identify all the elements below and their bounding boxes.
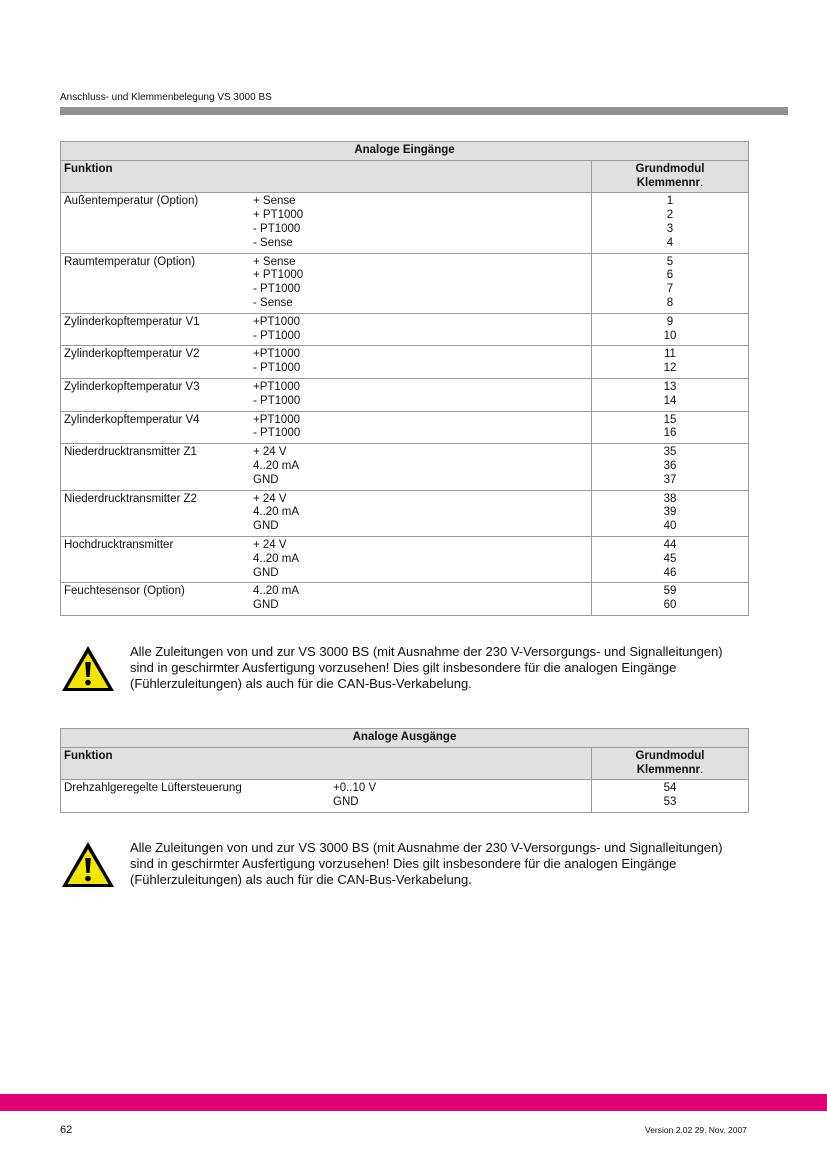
terminal-number: 5 [666,255,674,268]
table-row [61,313,749,346]
version-info: Version 2.02 29. Nov. 2007 [645,1125,747,1135]
terminal-number: 8 [666,296,674,309]
function-cell: Niederdrucktransmitter Z1 [61,444,251,490]
terminal-number: 60 [663,599,677,612]
terminal-number: 14 [663,394,677,407]
warning-text: Alle Zuleitungen von und zur VS 3000 BS (mit Ausnahme der 230 V-Versorgungs- und Signalleitungen) sind in geschirmter Ausfertigung vorzusehen! Dies gilt insbesondere für die analogen Eingänge (Fühlerzuleitungen) als auch für die CAN-Bus-Verkabelung. [130,840,723,887]
table-caption: Analoge Eingänge [61,142,749,161]
signal-label: + 24 V [253,446,287,459]
terminal-cell [592,411,749,444]
column-header-terminal: Grundmodul Klemmennr. [592,747,749,780]
signal-label: GND [253,599,279,612]
signal-cell [330,780,592,813]
table-body [61,780,749,813]
table-caption: Analoge Ausgänge [61,729,749,748]
table-row [61,536,749,582]
terminal-number: 15 [663,413,677,426]
signal-cell [250,378,592,411]
signal-label: - Sense [253,236,293,249]
signal-cell [250,583,592,616]
terminal-number: 1 [666,195,674,208]
signal-label: - PT1000 [253,362,301,375]
signal-cell [250,411,592,444]
page-number: 62 [60,1124,73,1136]
terminal-cell [592,313,749,346]
table-row [61,411,749,444]
signal-label: GND [333,796,359,809]
signal-cell [250,253,592,313]
function-cell: Zylinderkopftemperatur V1 [61,313,251,346]
signal-label: 4..20 mA [253,459,300,472]
signal-label: GND [253,566,279,579]
terminal-number: 12 [663,362,677,375]
signal-label: +PT1000 [253,413,300,426]
signal-label: +PT1000 [253,315,300,328]
signal-label: + Sense [253,255,296,268]
analog-inputs-table [60,141,749,616]
terminal-number: 59 [663,585,677,598]
table-row [61,490,749,536]
terminal-number: 39 [663,506,677,519]
table-row [61,378,749,411]
function-cell: Hochdrucktransmitter [61,536,251,582]
terminal-number: 11 [664,348,676,361]
footer-bar [0,1094,827,1111]
signal-label: - PT1000 [253,329,301,342]
table-body [61,193,749,616]
terminal-number: 10 [663,329,677,342]
column-header-function: Funktion [61,747,592,780]
signal-label: + Sense [253,195,296,208]
terminal-cell [592,780,749,813]
signal-cell [250,444,592,490]
function-cell: Raumtemperatur (Option) [61,253,251,313]
terminal-number: 54 [663,782,677,795]
function-cell: Zylinderkopftemperatur V4 [61,411,251,444]
terminal-number: 36 [663,459,677,472]
function-cell: Niederdrucktransmitter Z2 [61,490,251,536]
signal-label: GND [253,520,279,533]
signal-label: + 24 V [253,538,287,551]
signal-label: +PT1000 [253,348,300,361]
terminal-number: 35 [663,446,677,459]
terminal-cell [592,583,749,616]
signal-cell [250,193,592,253]
terminal-cell [592,253,749,313]
signal-label: - PT1000 [253,283,301,296]
table-row [61,780,749,813]
terminal-number: 40 [663,520,677,533]
terminal-number: 6 [666,269,674,282]
terminal-cell [592,444,749,490]
signal-label: - Sense [253,296,293,309]
signal-label: 4..20 mA [253,506,300,519]
signal-label: + PT1000 [253,209,304,222]
function-cell: Außentemperatur (Option) [61,193,251,253]
terminal-number: 13 [663,380,677,393]
signal-label: + 24 V [253,492,287,505]
terminal-number: 53 [663,796,677,809]
terminal-number: 44 [663,538,677,551]
signal-label: +0..10 V [333,782,377,795]
function-cell: Zylinderkopftemperatur V3 [61,378,251,411]
signal-label: - PT1000 [253,394,301,407]
terminal-number: 45 [663,552,677,565]
signal-cell [250,313,592,346]
warning-text: Alle Zuleitungen von und zur VS 3000 BS (mit Ausnahme der 230 V-Versorgungs- und Signalleitungen) sind in geschirmter Ausfertigung vorzusehen! Dies gilt insbesondere für die analogen Eingänge (Fühlerzuleitungen) als auch für die CAN-Bus-Verkabelung. [130,644,723,691]
terminal-cell [592,193,749,253]
function-cell: Zylinderkopftemperatur V2 [61,346,251,379]
table-row [61,444,749,490]
table-row [61,583,749,616]
signal-label: - PT1000 [253,222,301,235]
signal-label: +PT1000 [253,380,300,393]
signal-label: - PT1000 [253,427,301,440]
column-header-function: Funktion [61,160,592,193]
function-cell: Feuchtesensor (Option) [61,583,251,616]
terminal-cell [592,378,749,411]
terminal-cell [592,536,749,582]
signal-cell [250,536,592,582]
terminal-number: 37 [663,473,677,486]
signal-label: 4..20 mA [253,552,300,565]
terminal-number: 3 [666,222,674,235]
table-row [61,346,749,379]
terminal-number: 4 [666,236,674,249]
column-header-terminal: Grundmodul Klemmennr. [592,160,749,193]
signal-cell [250,490,592,536]
page-header-title: Anschluss- und Klemmenbelegung VS 3000 BS [60,92,272,103]
terminal-number: 38 [663,492,677,505]
terminal-number: 2 [666,209,674,222]
header-divider [60,107,788,115]
analog-outputs-table [60,728,749,813]
terminal-number: 16 [663,427,677,440]
warning-triangle-icon [60,644,116,694]
terminal-cell [592,346,749,379]
warning-triangle-icon [60,840,116,890]
terminal-number: 9 [666,315,674,328]
terminal-number: 46 [663,566,677,579]
table-row [61,193,749,253]
terminal-cell [592,490,749,536]
terminal-number: 7 [666,283,674,296]
signal-label: 4..20 mA [253,585,300,598]
function-cell: Drehzahlgeregelte Lüftersteuerung [61,780,331,813]
signal-label: + PT1000 [253,269,304,282]
table-row [61,253,749,313]
signal-label: GND [253,473,279,486]
signal-cell [250,346,592,379]
